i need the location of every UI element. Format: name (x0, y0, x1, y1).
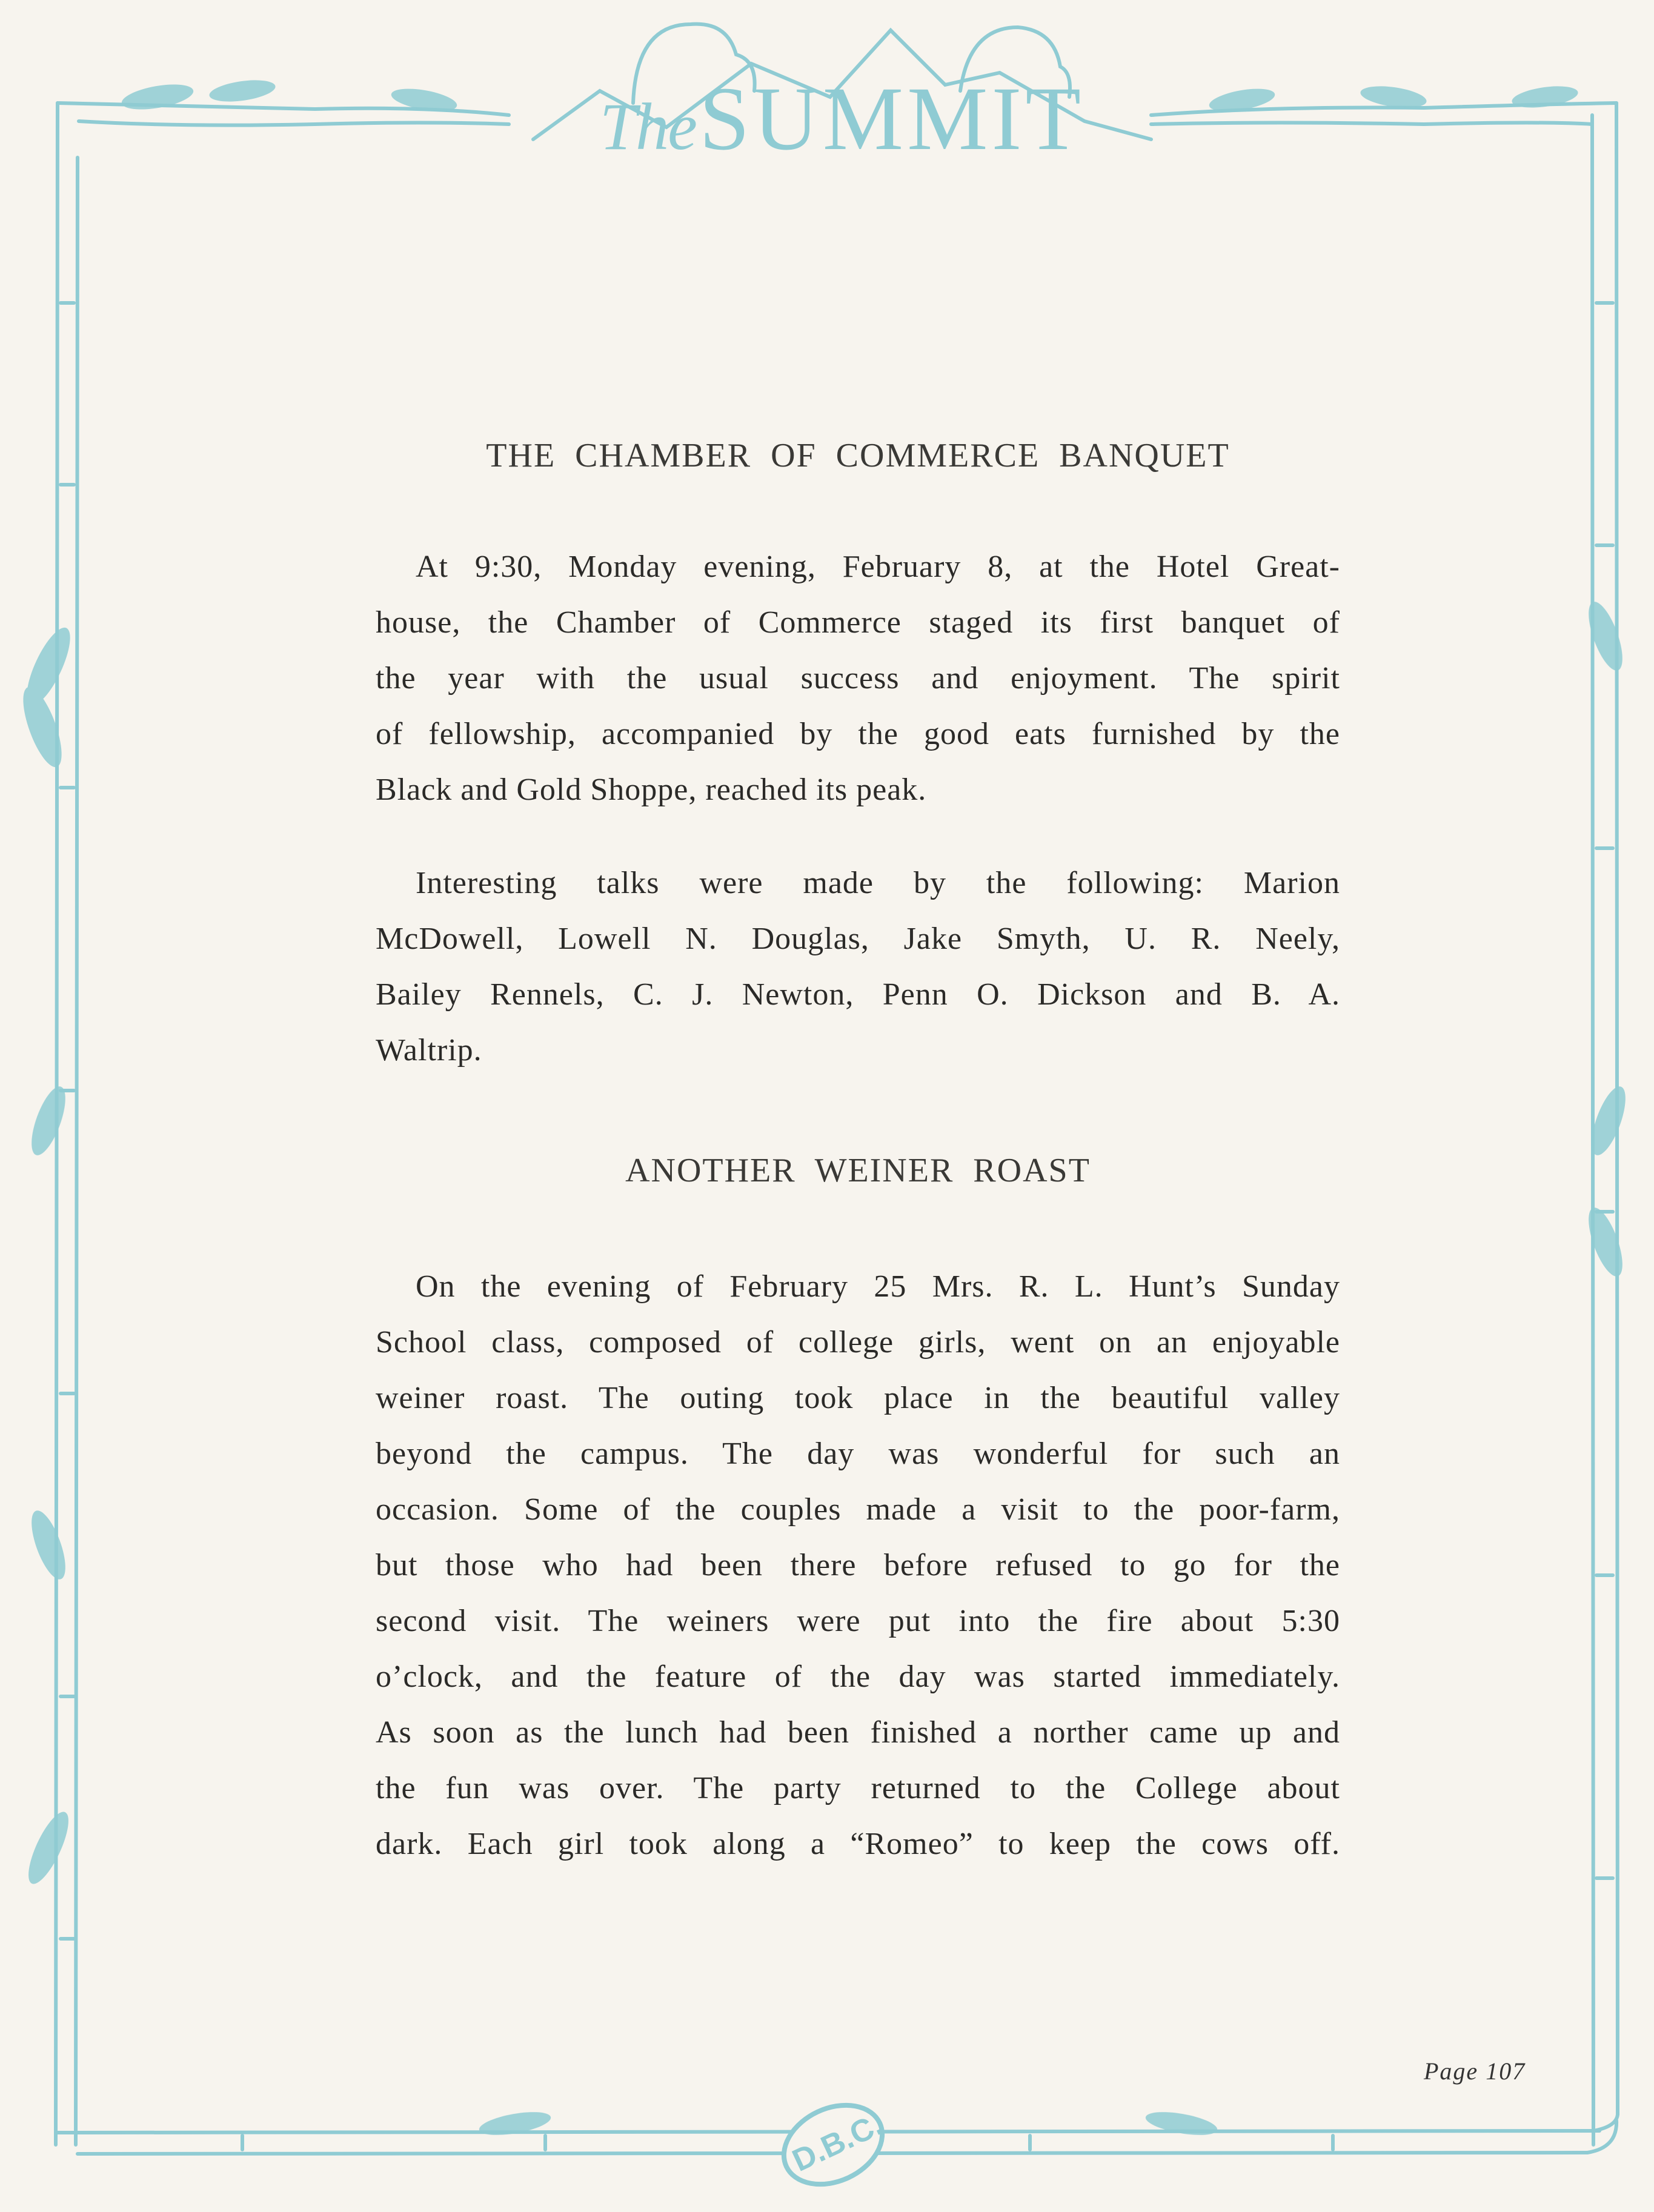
page-number: Page 107 (1424, 2058, 1526, 2085)
text-line: dark. Each girl took along a “Romeo” to keep the cows off. (376, 1827, 1340, 1861)
text-line: o’clock, and the feature of the day was started immediately. (376, 1659, 1340, 1694)
text-line: School class, composed of college girls, went on an enjoyable (376, 1325, 1340, 1360)
text-line: occasion. Some of the couples made a visit to the poor-farm, (376, 1492, 1340, 1527)
text-line: weiner roast. The outing took place in the beautiful valley (376, 1381, 1340, 1415)
section-body (376, 855, 1340, 1078)
masthead-the: The (599, 90, 696, 164)
text-line: beyond the campus. The day was wonderful for such an (376, 1436, 1340, 1471)
leaf (208, 77, 276, 105)
text-line: McDowell, Lowell N. Douglas, Jake Smyth, U. R. Neely, (376, 922, 1340, 956)
masthead-logo (509, 67, 1175, 169)
section-title: ANOTHER WEINER ROAST (625, 1152, 1091, 1189)
leaf (21, 1807, 76, 1889)
text-line: Bailey Rennels, C. J. Newton, Penn O. Dickson and B. A. (376, 977, 1340, 1012)
text-line: Interesting talks were made by the following: Marion (416, 866, 1340, 900)
text-line: On the evening of February 25 Mrs. R. L. Hunt’s Sunday (416, 1269, 1340, 1304)
text-line: house, the Chamber of Commerce staged its first banquet of (376, 605, 1340, 640)
leaf (25, 1083, 73, 1159)
right-birch-trunk (1592, 115, 1593, 2145)
text-line: but those who had been there before refused to go for the (376, 1548, 1340, 1583)
text-line: the year with the usual success and enjoyment. The spirit (376, 661, 1340, 696)
leaf (1144, 2108, 1219, 2139)
paragraph (376, 1259, 1340, 1872)
text-line: the fun was over. The party returned to the College about (376, 1771, 1340, 1805)
leaf (477, 2108, 553, 2139)
monogram: D.B.C. (787, 2107, 888, 2179)
section-body (376, 1259, 1340, 1872)
text-line: Black and Gold Shoppe, reached its peak. (376, 772, 927, 807)
text-line: of fellowship, accompanied by the good eats furnished by the (376, 717, 1340, 751)
leaf (25, 1507, 73, 1583)
paragraph (376, 539, 1340, 818)
paragraph (376, 855, 1340, 1078)
section-body (376, 539, 1340, 818)
text-line: At 9:30, Monday evening, February 8, at the Hotel Great- (416, 550, 1340, 584)
leaf (1582, 1204, 1630, 1280)
leaf (120, 80, 195, 114)
text-line: second visit. The weiners were put into the fire about 5:30 (376, 1604, 1340, 1638)
section-title: THE CHAMBER OF COMMERCE BANQUET (486, 437, 1230, 474)
text-line: Waltrip. (376, 1033, 482, 1068)
masthead-summit: SUMMIT (699, 68, 1085, 169)
leaf (1582, 598, 1630, 674)
text-line: As soon as the lunch had been finished a norther came up and (376, 1715, 1340, 1750)
